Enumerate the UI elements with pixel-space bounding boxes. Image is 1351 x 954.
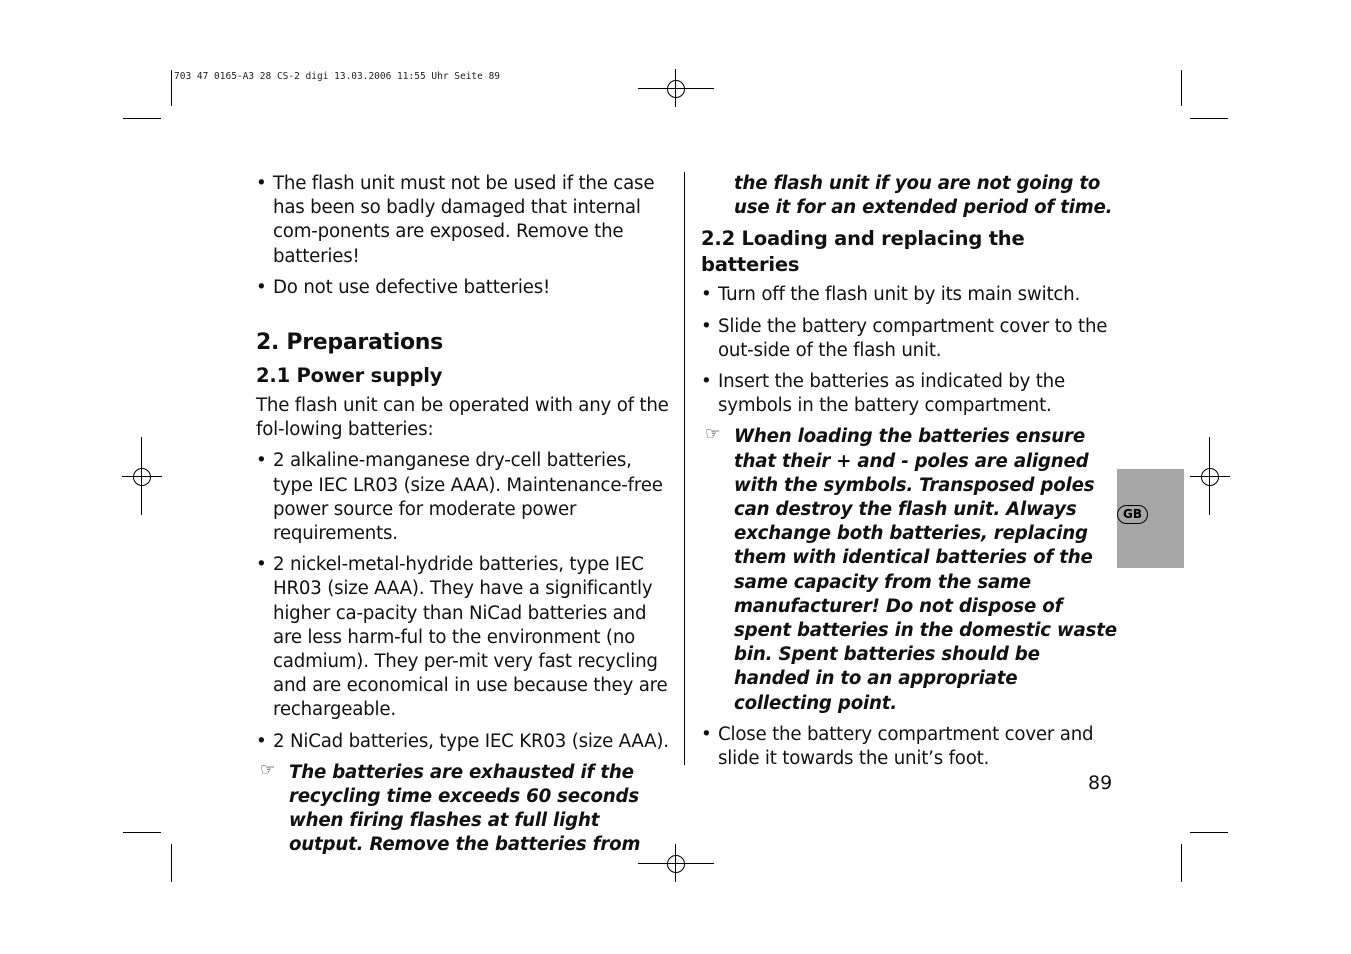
list-item-text: The flash unit must not be used if the case has been so badly damaged that internal com-ponents are exposed. Remove the batteries! [273,173,655,267]
crop-mark [171,844,172,882]
list-item [701,315,1121,363]
list-item [256,553,674,722]
list-item-text: Do not use defective batteries! [273,276,551,298]
bullet-icon: • [256,276,267,298]
subsection-title: 2.2 Loading and replacing the batteries [701,227,1025,277]
note [701,425,1121,715]
pointing-hand-icon: ☞ [260,759,276,780]
intro-paragraph: The flash unit can be operated with any of the fol-lowing batteries: [256,395,669,441]
note [256,761,674,858]
bullet-icon: • [256,554,267,576]
list-item-text: Close the battery compartment cover and slide it towards the unit’s foot. [718,723,1094,770]
list-item [701,283,1121,307]
column-divider [684,172,685,765]
print-header-line: 703 47 0165-A3 28 CS-2 digi 13.03.2006 11:55 Uhr Seite 89 [174,71,501,82]
right-column [701,172,1121,778]
registration-mark-top [656,69,696,109]
note-text: The batteries are exhausted if the recycling time exceeds 60 seconds when firing flashes at full light output. Remove the batteries from [289,761,641,856]
bullet-icon: • [701,284,712,306]
list-item [701,370,1121,418]
registration-mark-left [122,457,162,497]
list-item [256,276,674,300]
list-item-text: Insert the batteries as indicated by the symbols in the battery compartment. [718,371,1066,417]
pointing-hand-icon: ☞ [705,424,721,445]
bullet-icon: • [256,173,267,194]
bullet-icon: • [256,730,267,752]
language-badge: GB [1117,505,1148,524]
crop-mark [123,832,161,833]
crop-mark [1181,844,1182,882]
subsection-title: 2.1 Power supply [256,364,443,388]
registration-mark-right [1190,457,1230,497]
crop-mark [1181,70,1182,106]
list-item-text: Turn off the flash unit by its main switch. [718,284,1081,306]
list-item-text: 2 alkaline-manganese dry-cell batteries, type IEC LR03 (size AAA). Maintenance-free power source for moderate power requirements. [273,450,663,545]
crop-mark [171,70,172,106]
list-item [256,449,674,546]
bullet-icon: • [701,723,712,745]
list-item [256,730,674,754]
list-item [256,172,674,269]
list-item-text: Slide the battery compartment cover to the out-side of the flash unit. [718,315,1108,361]
bullet-icon: • [701,315,712,337]
crop-mark [123,118,161,119]
section-title: 2. Preparations [256,330,443,356]
note-continuation: the flash unit if you are not going to use it for an extended period of time. [734,173,1113,219]
crop-mark [1190,118,1228,119]
left-column [256,172,674,865]
crop-mark [1190,832,1228,833]
note-text: When loading the batteries ensure that their + and - poles are aligned with the symbols. Transposed poles can destroy the flash unit. Always exchange both batteries, replacing them with identical batteries of the same capacity from the same manufacturer! Do not dispose of spent batteries in the domestic waste bin. Spent batteries should be handed in to an appropriate collecting point. [734,426,1117,714]
list-item-text: 2 nickel-metal-hydride batteries, type IEC HR03 (size AAA). They have a significantly higher ca-pacity than NiCad batteries and are less harm-ful to the environment (no cadmium). They per-mit very fast recycling and are economical in use because they are rechargeable. [273,554,668,721]
list-item-text: 2 NiCad batteries, type IEC KR03 (size AAA). [273,730,669,752]
bullet-icon: • [701,371,712,393]
bullet-icon: • [256,450,267,472]
page-number: 89 [1088,772,1113,794]
list-item [701,723,1121,771]
